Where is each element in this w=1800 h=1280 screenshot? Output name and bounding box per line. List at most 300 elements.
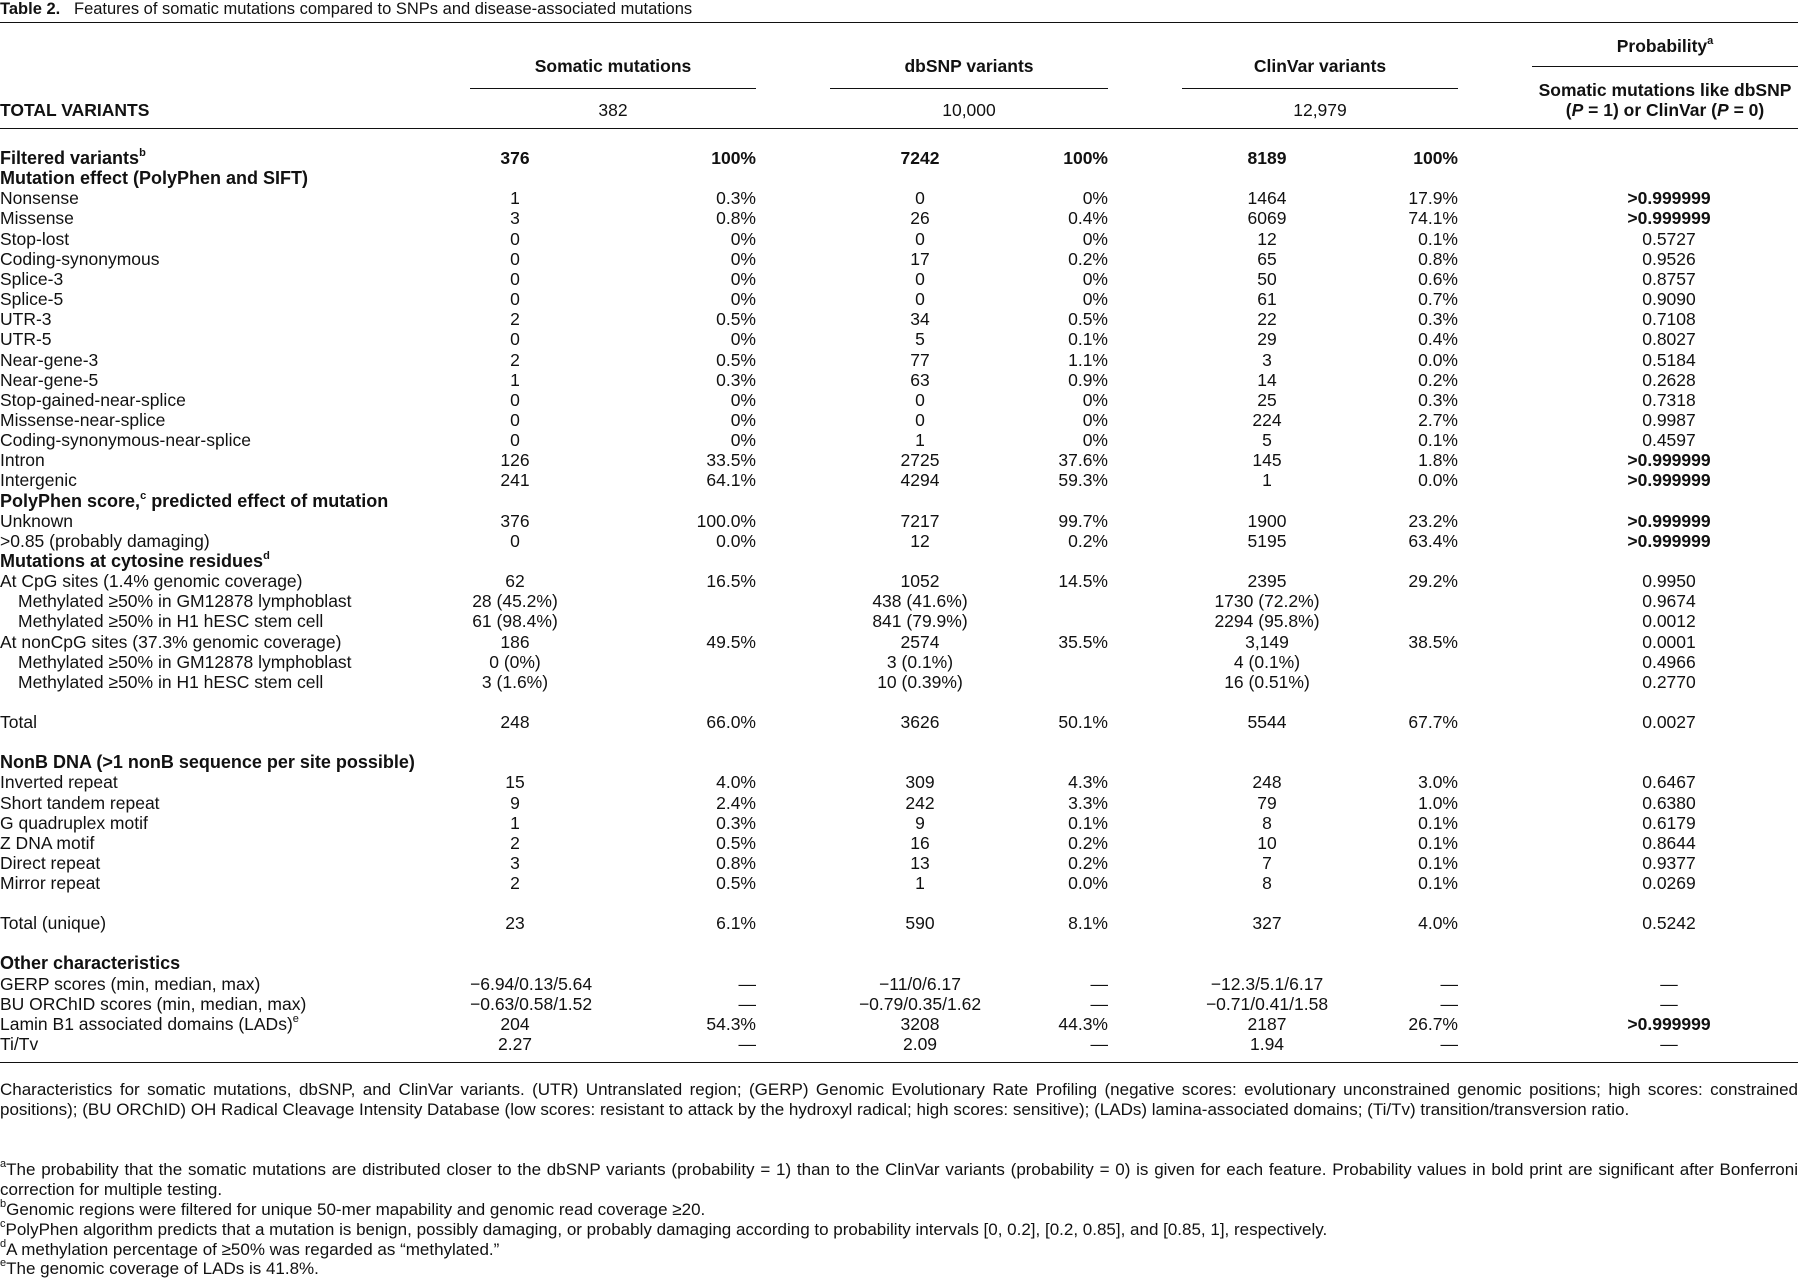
cell-dc: 2.09: [902, 1034, 938, 1054]
cell-cc: 2395: [1247, 571, 1287, 592]
cell-p: 0.2628: [1642, 369, 1696, 390]
cell-sp: 0%: [730, 329, 756, 350]
cell-dp: 0%: [1082, 228, 1108, 249]
cell-sc: 28 (45.2%): [472, 591, 558, 612]
cell-cp: 0.1%: [1418, 430, 1458, 451]
cell-dc: 0: [915, 268, 925, 289]
cell-sc: 1: [510, 369, 520, 390]
cell-sc: 9: [510, 792, 520, 813]
cell-sp: 0.3%: [716, 812, 756, 833]
cell-sp: 6.1%: [716, 913, 756, 934]
cell-cc: 8: [1262, 812, 1272, 833]
cell-p: —: [1660, 973, 1678, 994]
cell-dp: 0.9%: [1068, 369, 1108, 390]
cell-cp: 29.2%: [1408, 571, 1458, 592]
cell-cc: 29: [1257, 329, 1277, 350]
cell-p: >0.999999: [1627, 450, 1711, 471]
cell-sc: 3: [510, 208, 520, 229]
cell-cp: 0.3%: [1418, 389, 1458, 410]
header-probability: Probability$^a$: [1616, 35, 1714, 56]
cell-sp: 0.5%: [716, 349, 756, 370]
cell-sc: 0: [510, 289, 520, 310]
cell-sc: 0: [510, 228, 520, 249]
cell-sp: —: [738, 1034, 756, 1054]
footnote-main: Characteristics for somatic mutations, dbSNP, and ClinVar variants. (UTR) Untranslated region; (GERP) Genomic Evolutionary Rate Profiling (negative scores: evolutionary unconstrained genomic positions; high scores: constrained positions); (BU ORChID) OH Radical Cleavage Intensity Database (low scores: resistant to attack by the hydroxyl radical; high scores: sensitive); (LADs) lamina-associated domains; (Ti/Tv) transition/transversion ratio.: [0, 1080, 1798, 1119]
cell-cp: 0.1%: [1418, 812, 1458, 833]
row-label: Nonsense: [0, 188, 79, 209]
header-prob-line2: (P = 1) or ClinVar (P = 0): [1565, 100, 1765, 120]
section-heading: Filtered variants$^b$: [0, 147, 146, 168]
cell-cc: 5544: [1247, 712, 1287, 733]
cell-dc: 77: [910, 349, 930, 370]
row-label: Methylated ≥50% in GM12878 lymphoblast: [18, 591, 352, 612]
cell-cc: 61: [1257, 289, 1277, 310]
cell-dc: 7242: [900, 148, 940, 168]
cell-cc: 5195: [1247, 530, 1287, 551]
cell-sc: 0: [510, 329, 520, 350]
cell-dc: 2574: [900, 631, 940, 652]
cell-dp: 0%: [1082, 268, 1108, 289]
cell-cp: 63.4%: [1408, 530, 1458, 551]
cell-dp: 50.1%: [1058, 712, 1108, 733]
cell-cp: 0.1%: [1418, 873, 1458, 894]
cell-sc: 3: [510, 852, 520, 873]
cell-sp: 0.0%: [716, 530, 756, 551]
cell-p: 0.4966: [1642, 651, 1696, 672]
cell-p: 0.9950: [1642, 571, 1696, 592]
cell-sp: 33.5%: [706, 450, 756, 471]
cell-cc: 7: [1262, 852, 1272, 873]
cell-dc: 309: [905, 772, 935, 793]
cell-dp: —: [1090, 1034, 1108, 1054]
cell-cp: 1.0%: [1418, 792, 1458, 813]
row-label: Z DNA motif: [0, 832, 95, 853]
footnote-a: $^a$The probability that the somatic mutations are distributed closer to the dbSNP variants (probability = 1) than to the ClinVar variants (probability = 0) is given for each feature. Probability values in bold print are significant after Bonferroni correction for multiple testing.: [0, 1158, 1798, 1199]
cell-p: >0.999999: [1627, 208, 1711, 229]
row-label: Intron: [0, 450, 45, 471]
row-label: Ti/Tv: [0, 1034, 39, 1054]
cell-sc: −6.94/0.13/5.64: [470, 973, 593, 994]
cell-sp: 0%: [730, 409, 756, 430]
total-clinvar: 12,979: [1293, 100, 1347, 120]
cell-sc: 248: [500, 712, 530, 733]
cell-dp: 4.3%: [1068, 772, 1108, 793]
cell-dc: 26: [910, 208, 930, 229]
cell-dc: 13: [910, 852, 930, 873]
row-label: Short tandem repeat: [0, 792, 160, 813]
cell-cp: 0.1%: [1418, 228, 1458, 249]
cell-cc: 12: [1257, 228, 1277, 249]
cell-sp: 2.4%: [716, 792, 756, 813]
cell-cp: 17.9%: [1408, 188, 1458, 209]
cell-sp: 66.0%: [706, 712, 756, 733]
cell-dc: 1: [915, 873, 925, 894]
cell-cc: 327: [1252, 913, 1282, 934]
cell-dp: 14.5%: [1058, 571, 1108, 592]
cell-dc: 4294: [900, 470, 940, 491]
cell-dc: 3 (0.1%): [886, 651, 954, 672]
cell-p: >0.999999: [1627, 510, 1711, 531]
cell-p: 0.5242: [1642, 913, 1696, 934]
row-label: At nonCpG sites (37.3% genomic coverage): [0, 631, 342, 652]
cell-cp: 3.0%: [1418, 772, 1458, 793]
cell-dc: 34: [910, 309, 930, 330]
cell-cp: 0.0%: [1418, 349, 1458, 370]
cell-sc: 23: [505, 913, 525, 934]
header-rule-dbsnp: [830, 88, 1108, 89]
footnote-marker: d: [263, 550, 270, 562]
row-label: Coding-synonymous-near-splice: [0, 430, 251, 451]
cell-sc: 0: [510, 530, 520, 551]
cell-cc: −12.3/5.1/6.17: [1210, 973, 1324, 994]
cell-dc: 9: [915, 812, 925, 833]
cell-dp: 0.5%: [1068, 309, 1108, 330]
cell-dp: 3.3%: [1068, 792, 1108, 813]
cell-p: 0.0012: [1642, 611, 1696, 632]
cell-p: 0.6380: [1642, 792, 1696, 813]
cell-sp: —: [738, 993, 756, 1014]
cell-sp: 0%: [730, 268, 756, 289]
section-heading: Other characteristics: [0, 953, 181, 974]
cell-dp: 44.3%: [1058, 1013, 1108, 1034]
cell-dc: −0.79/0.35/1.62: [858, 993, 982, 1014]
cell-cc: 2187: [1247, 1013, 1287, 1034]
cell-sc: 2: [510, 832, 520, 853]
cell-dc: 841 (79.9%): [872, 611, 968, 632]
cell-p: 0.4597: [1642, 430, 1696, 451]
footnote-marker: e: [292, 1013, 299, 1026]
cell-dc: 0: [915, 188, 925, 209]
cell-cp: 100%: [1413, 148, 1458, 168]
cell-cp: 0.8%: [1418, 248, 1458, 269]
table-label: Table 2.: [0, 0, 61, 18]
cell-sc: 15: [505, 772, 525, 793]
cell-sc: 61 (98.4%): [472, 611, 558, 632]
row-label: Intergenic: [0, 470, 77, 491]
table-title: Features of somatic mutations compared to SNPs and disease-associated mutations: [73, 0, 693, 18]
row-label: G quadruplex motif: [0, 812, 148, 833]
cell-p: 0.6179: [1642, 812, 1696, 833]
cell-sp: —: [738, 973, 756, 994]
cell-p: 0.5727: [1642, 228, 1696, 249]
cell-p: 0.6467: [1642, 772, 1696, 793]
cell-dc: 3208: [900, 1013, 940, 1034]
cell-cc: 224: [1252, 409, 1282, 430]
footnote-c: $^c$PolyPhen algorithm predicts that a mutation is benign, possibly damaging, or probably damaging according to probability intervals [0, 0.2], [0.2, 0.85], and [0.85, 1], respectively.: [0, 1218, 1328, 1239]
header-prob-line1: Somatic mutations like dbSNP: [1538, 80, 1792, 100]
cell-dp: 0%: [1082, 389, 1108, 410]
cell-cc: 5: [1262, 430, 1272, 451]
header-dbsnp: dbSNP variants: [904, 56, 1034, 76]
cell-cc: 65: [1257, 248, 1277, 269]
cell-dp: 0%: [1082, 430, 1108, 451]
cell-sc: 0: [510, 248, 520, 269]
cell-cp: 1.8%: [1418, 450, 1458, 471]
row-label: Coding-synonymous: [0, 248, 160, 269]
cell-dp: 0%: [1082, 289, 1108, 310]
row-label: Splice-5: [0, 289, 64, 310]
cell-sp: 0.5%: [716, 832, 756, 853]
cell-cp: 0.3%: [1418, 309, 1458, 330]
cell-dp: 0.2%: [1068, 852, 1108, 873]
total-somatic: 382: [598, 100, 628, 120]
cell-p: 0.2770: [1642, 671, 1696, 692]
cell-cc: 8: [1262, 873, 1272, 894]
cell-cp: 74.1%: [1408, 208, 1458, 229]
cell-cp: —: [1440, 993, 1458, 1014]
row-label: Missense: [0, 208, 74, 229]
top-rule: [0, 22, 1798, 23]
cell-dp: —: [1090, 993, 1108, 1014]
header-rule-somatic: [470, 88, 756, 89]
cell-sp: 0%: [730, 389, 756, 410]
cell-dp: 0.1%: [1068, 329, 1108, 350]
section-heading: PolyPhen score,$^c$ predicted effect of mutation: [0, 489, 389, 511]
cell-sp: 0.5%: [716, 309, 756, 330]
cell-dc: 438 (41.6%): [872, 591, 968, 612]
cell-p: 0.7318: [1642, 389, 1696, 410]
row-label: Total (unique): [0, 913, 107, 934]
cell-p: —: [1660, 993, 1678, 1014]
cell-dp: 0.2%: [1068, 832, 1108, 853]
header-rule-clinvar: [1182, 88, 1458, 89]
cell-sc: 0: [510, 430, 520, 451]
row-label: At CpG sites (1.4% genomic coverage): [0, 571, 303, 592]
cell-sc: 1: [510, 812, 520, 833]
cell-dc: 0: [915, 228, 925, 249]
cell-cc: 2294 (95.8%): [1214, 611, 1320, 632]
cell-dc: 3626: [900, 712, 940, 733]
footnote-d: $^d$A methylation percentage of ≥50% was regarded as “methylated.”: [0, 1238, 500, 1259]
cell-cc: −0.71/0.41/1.58: [1205, 993, 1329, 1014]
cell-cp: 0.7%: [1418, 289, 1458, 310]
row-label: Direct repeat: [0, 852, 101, 873]
cell-sc: 204: [500, 1013, 530, 1034]
cell-cp: 0.6%: [1418, 268, 1458, 289]
cell-cc: 1: [1262, 470, 1272, 491]
cell-dc: 7217: [900, 510, 940, 531]
cell-cp: 0.2%: [1418, 369, 1458, 390]
footnote-e: $^e$The genomic coverage of LADs is 41.8%.: [0, 1257, 319, 1278]
cell-dc: 0: [915, 389, 925, 410]
row-label: Near-gene-5: [0, 369, 99, 390]
cell-dc: 0: [915, 409, 925, 430]
cell-sp: 4.0%: [716, 772, 756, 793]
cell-sp: 0%: [730, 228, 756, 249]
cell-dp: 0%: [1082, 409, 1108, 430]
cell-cc: 10: [1257, 832, 1277, 853]
cell-cc: 4 (0.1%): [1233, 651, 1301, 672]
cell-p: 0.9674: [1642, 591, 1696, 612]
cell-sc: 0 (0%): [489, 651, 541, 672]
cell-p: 0.5184: [1642, 349, 1696, 370]
footnote-marker: c: [140, 489, 147, 502]
row-label: Mirror repeat: [0, 873, 101, 894]
cell-sp: 0%: [730, 289, 756, 310]
cell-cc: 3,149: [1245, 631, 1289, 652]
row-label: GERP scores (min, median, max): [0, 973, 261, 994]
cell-cc: 79: [1257, 792, 1277, 813]
cell-p: 0.9377: [1642, 852, 1696, 873]
cell-sp: 16.5%: [706, 571, 756, 592]
cell-sc: 0: [510, 409, 520, 430]
cell-cc: 25: [1257, 389, 1277, 410]
cell-dc: 242: [905, 792, 935, 813]
cell-cp: —: [1440, 1034, 1458, 1054]
cell-cc: 6069: [1247, 208, 1287, 229]
cell-sc: 186: [500, 631, 530, 652]
cell-cc: 1.94: [1249, 1034, 1285, 1054]
cell-p: 0.9987: [1642, 409, 1696, 430]
cell-dc: 1: [915, 430, 925, 451]
cell-dc: 2725: [900, 450, 940, 471]
cell-p: 0.8757: [1642, 268, 1696, 289]
cell-cc: 145: [1252, 450, 1282, 471]
footnote-marker-a: a: [1707, 35, 1714, 48]
cell-p: 0.0027: [1642, 712, 1696, 733]
cell-cc: 3: [1262, 349, 1272, 370]
cell-sp: 0.8%: [716, 852, 756, 873]
cell-cp: 23.2%: [1408, 510, 1458, 531]
cell-cc: 14: [1257, 369, 1277, 390]
cell-dp: 0.2%: [1068, 248, 1108, 269]
cell-cc: 50: [1257, 268, 1277, 289]
row-label: Unknown: [0, 510, 73, 531]
cell-dc: −11/0/6.17: [879, 973, 961, 994]
cell-dc: 1052: [900, 571, 940, 592]
cell-p: >0.999999: [1627, 530, 1711, 551]
cell-cp: 67.7%: [1408, 712, 1458, 733]
row-label: Methylated ≥50% in GM12878 lymphoblast: [18, 651, 352, 672]
cell-sc: 126: [500, 450, 530, 471]
cell-sc: 2: [510, 309, 520, 330]
cell-sp: 0.8%: [716, 208, 756, 229]
cell-cp: 26.7%: [1408, 1013, 1458, 1034]
cell-sc: 241: [500, 470, 530, 491]
section-heading: NonB DNA (>1 nonB sequence per site possible): [0, 752, 415, 773]
cell-cc: 1464: [1247, 188, 1287, 209]
cell-sp: 0.3%: [716, 369, 756, 390]
cell-dc: 12: [910, 530, 930, 551]
cell-sc: 1: [510, 188, 520, 209]
cell-cc: 1730 (72.2%): [1214, 591, 1320, 612]
cell-sc: 0: [510, 389, 520, 410]
row-label: Stop-gained-near-splice: [0, 389, 186, 410]
cell-sp: 0.5%: [716, 873, 756, 894]
header-rule-probability: [1532, 66, 1798, 67]
total-variants-label: TOTAL VARIANTS: [0, 100, 150, 120]
cell-dc: 16: [910, 832, 930, 853]
row-label: Near-gene-3: [0, 349, 99, 370]
cell-cp: —: [1440, 973, 1458, 994]
cell-dp: 99.7%: [1058, 510, 1108, 531]
cell-p: 0.9526: [1642, 248, 1696, 269]
row-label: Lamin B1 associated domains (LADs)$^e$: [0, 1013, 299, 1034]
cell-dp: 0%: [1082, 188, 1108, 209]
cell-cp: 0.1%: [1418, 852, 1458, 873]
cell-sc: 3 (1.6%): [481, 671, 549, 692]
cell-cc: 248: [1252, 772, 1282, 793]
cell-cc: 22: [1257, 309, 1277, 330]
cell-sc: 376: [500, 148, 530, 168]
cell-dp: 37.6%: [1058, 450, 1108, 471]
row-label: Stop-lost: [0, 228, 70, 249]
cell-sc: −0.63/0.58/1.52: [470, 993, 593, 1014]
row-label: Methylated ≥50% in H1 hESC stem cell: [18, 671, 324, 692]
cell-p: 0.0269: [1642, 873, 1696, 894]
cell-p: >0.999999: [1627, 188, 1711, 209]
cell-dp: 59.3%: [1058, 470, 1108, 491]
cell-dp: 0.2%: [1068, 530, 1108, 551]
cell-cp: 38.5%: [1408, 631, 1458, 652]
cell-p: >0.999999: [1627, 1013, 1711, 1034]
cell-dp: 0.1%: [1068, 812, 1108, 833]
cell-cp: 2.7%: [1418, 409, 1458, 430]
cell-sc: 0: [510, 268, 520, 289]
footnote-b: $^b$Genomic regions were filtered for unique 50-mer mapability and genomic read coverage ≥20.: [0, 1198, 706, 1219]
cell-dc: 5: [915, 329, 925, 350]
cell-dp: 0.0%: [1068, 873, 1108, 894]
row-label: UTR-5: [0, 329, 52, 350]
cell-dc: 63: [910, 369, 930, 390]
cell-sc: 2.27: [497, 1034, 533, 1054]
cell-sp: 0.3%: [716, 188, 756, 209]
cell-dc: 17: [910, 248, 930, 269]
section-heading: Mutations at cytosine residues$^d$: [0, 550, 270, 571]
header-somatic: Somatic mutations: [534, 56, 692, 76]
row-label: UTR-3: [0, 309, 52, 330]
cell-sc: 62: [505, 571, 525, 592]
cell-dp: 35.5%: [1058, 631, 1108, 652]
section-heading: Mutation effect (PolyPhen and SIFT): [0, 168, 309, 189]
cell-p: 0.9090: [1642, 289, 1696, 310]
cell-sp: 0%: [730, 248, 756, 269]
footnote-marker: b: [139, 147, 146, 159]
header-clinvar: ClinVar variants: [1253, 56, 1387, 76]
row-label: >0.85 (probably damaging): [0, 530, 210, 551]
cell-sp: 54.3%: [706, 1013, 756, 1034]
cell-p: 0.0001: [1642, 631, 1696, 652]
cell-cc: 16 (0.51%): [1224, 671, 1310, 692]
cell-cp: 0.4%: [1418, 329, 1458, 350]
cell-cp: 4.0%: [1418, 913, 1458, 934]
cell-dc: 10 (0.39%): [877, 671, 963, 692]
cell-dc: 590: [905, 913, 935, 934]
cell-sp: 49.5%: [706, 631, 756, 652]
header-bottom-rule: [0, 128, 1798, 129]
cell-sp: 100.0%: [696, 510, 756, 531]
cell-dp: 1.1%: [1068, 349, 1108, 370]
cell-p: 0.7108: [1642, 309, 1696, 330]
cell-sp: 100%: [711, 148, 756, 168]
cell-dp: 100%: [1063, 148, 1108, 168]
cell-cp: 0.1%: [1418, 832, 1458, 853]
row-label: Total: [0, 712, 37, 733]
cell-sp: 0%: [730, 430, 756, 451]
row-label: Inverted repeat: [0, 772, 118, 793]
cell-sp: 64.1%: [706, 470, 756, 491]
cell-p: 0.8027: [1642, 329, 1696, 350]
cell-sc: 2: [510, 349, 520, 370]
cell-dp: 8.1%: [1068, 913, 1108, 934]
row-label: Splice-3: [0, 268, 64, 289]
cell-dp: 0.4%: [1068, 208, 1108, 229]
cell-cc: 1900: [1247, 510, 1287, 531]
bottom-rule: [0, 1062, 1798, 1063]
cell-cc: 8189: [1247, 148, 1287, 168]
cell-dp: —: [1090, 973, 1108, 994]
cell-sc: 376: [500, 510, 530, 531]
